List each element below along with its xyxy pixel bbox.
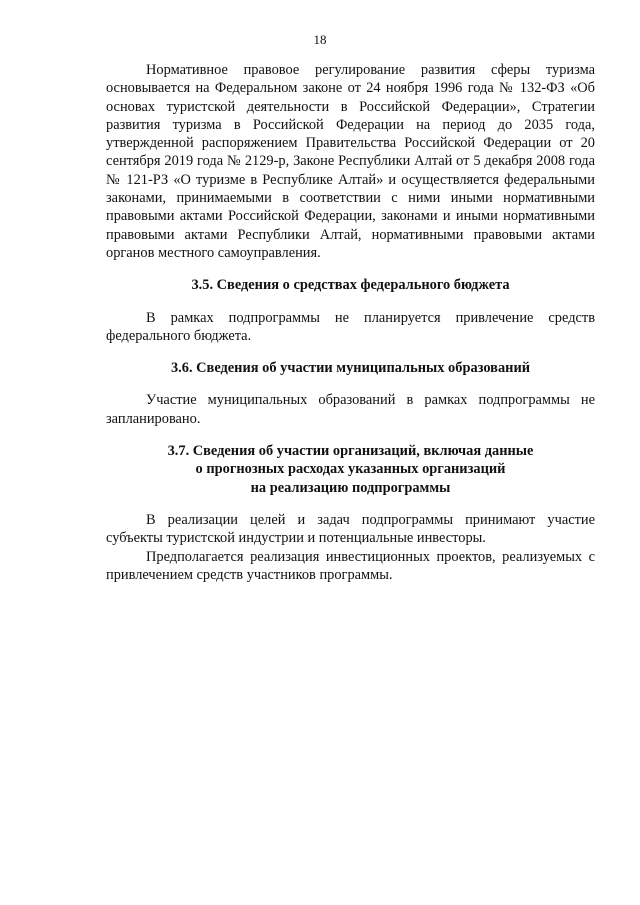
section-3-6-paragraph: Участие муниципальных образований в рамках подпрограммы не запланировано. — [106, 392, 595, 427]
section-3-7-paragraph: В реализации целей и задач подпрограммы принимают участие субъекты туристской индустрии и потенциальные инвесторы. — [106, 511, 595, 547]
section-3-5-paragraph: В рамках подпрограммы не планируется привлечение средств федерального бюджета. — [106, 309, 595, 344]
page-content — [106, 61, 595, 584]
section-3-7-heading-line: 3.7. Сведения об участии организаций, включая данные — [167, 443, 534, 460]
section-3-7-heading — [106, 442, 595, 497]
section-3-6-heading: 3.6. Сведения об участии муниципальных образований — [170, 360, 531, 377]
page-number: 18 — [313, 32, 327, 47]
section-3-7-heading-line: о прогнозных расходах указанных организаций — [195, 461, 506, 478]
section-3-7-heading-line: на реализацию подпрограммы — [250, 479, 451, 496]
intro-paragraph: Нормативное правовое регулирование развития сферы туризма основывается на Федеральном законе от 24 ноября 1996 года № 132-ФЗ «Об основах туристской деятельности в Российской Федерации», Стратегии развития туризма в Российской Федерации на период до 2035 года, утвержденной распоряжением Правительства Российской Федерации от 20 сентября 2019 года № 2129-р, Законе Республики Алтай от 5 декабря 2008 года № 121-РЗ «О туризме в Республике Алтай» и осуществляется федеральными законами, принимаемыми в соответствии с ними иными нормативными правовыми актами Российской Федерации, законами и иными нормативными правовыми актами Республики Алтай, нормативными правовыми актами органов местного самоуправления. — [106, 62, 595, 261]
section-3-7-paragraph: Предполагается реализация инвестиционных проектов, реализуемых с привлечением средств участников программы. — [106, 548, 595, 583]
section-3-5-heading: 3.5. Сведения о средствах федерального бюджета — [191, 277, 510, 294]
